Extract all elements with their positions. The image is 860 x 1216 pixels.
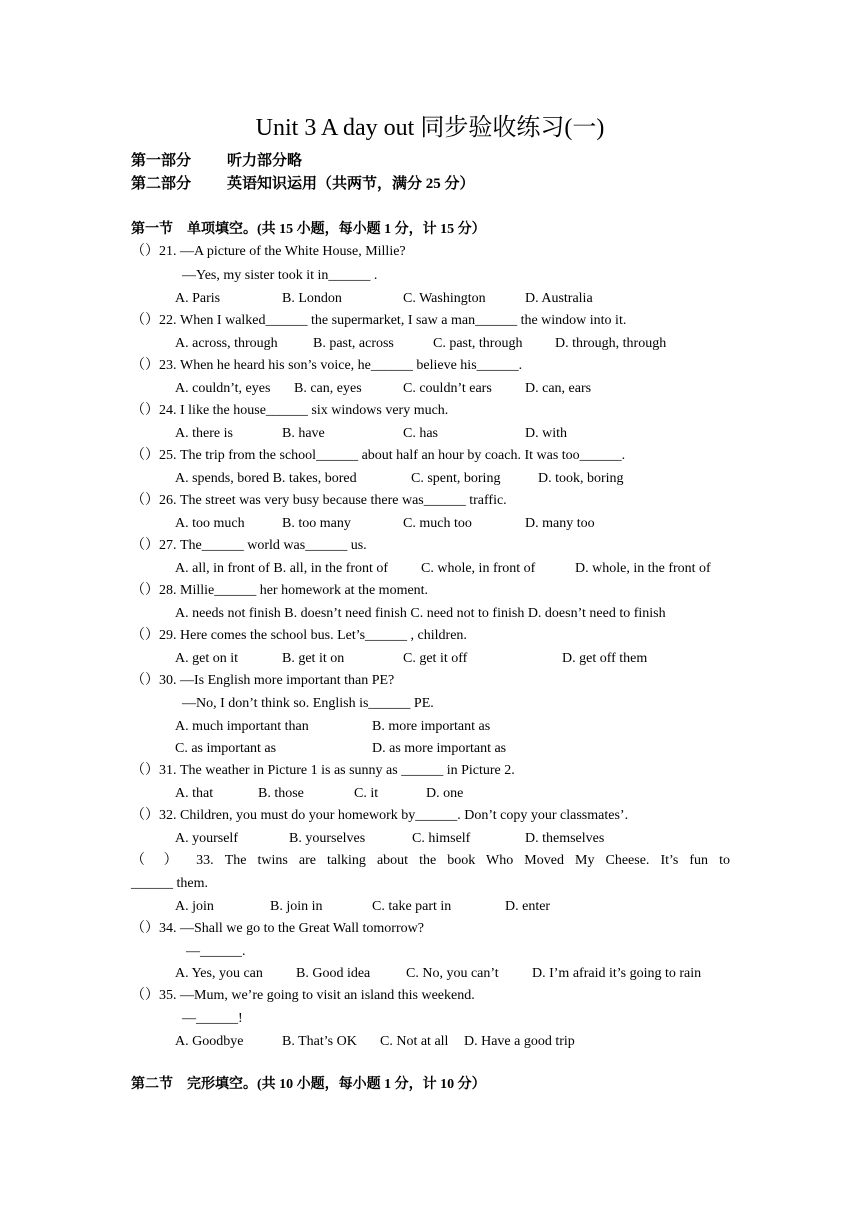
- option-d: D. whole, in the front of: [575, 561, 711, 576]
- question-35: （）35. —Mum, we’re going to visit an island this weekend.: [131, 988, 475, 1003]
- option-b: B. London: [282, 291, 342, 306]
- question-23: （）23. When he heard his son’s voice, he______ believe his______.: [131, 358, 523, 373]
- option-ab: A. all, in front of B. all, in the front of: [175, 561, 389, 576]
- option-c: C. past, through: [433, 336, 523, 351]
- question-29: （）29. Here comes the school bus. Let’s______ , children.: [131, 628, 467, 643]
- option-d: D. many too: [525, 516, 595, 531]
- option-d: D. I’m afraid it’s going to rain: [532, 966, 702, 981]
- option-d: D. enter: [505, 899, 551, 914]
- option-c: C. Washington: [403, 291, 486, 306]
- option-c: C. much too: [403, 516, 472, 531]
- question-25-options: [0, 469, 860, 489]
- question-21: （）21. —A picture of the White House, Millie?: [131, 244, 406, 259]
- question-22: （）22. When I walked______ the supermarket, I saw a man______ the window into it.: [131, 313, 627, 328]
- part-two-text: 英语知识运用（共两节，满分 25 分）: [227, 176, 475, 192]
- option-b: B. more important as: [372, 719, 491, 734]
- option-b: B. join in: [270, 899, 323, 914]
- question-26: （）26. The street was very busy because there was______ traffic.: [131, 493, 507, 508]
- question-34-reply: —______.: [186, 944, 246, 959]
- question-29-options: [0, 649, 860, 669]
- option-a: A. too much: [175, 516, 245, 531]
- option-a: A. much important than: [175, 719, 309, 734]
- question-32: （）32. Children, you must do your homework by______. Don’t copy your classmates’.: [131, 808, 629, 823]
- option-a: A. there is: [175, 426, 233, 441]
- option-d: D. as more important as: [372, 741, 507, 756]
- question-23-options: [0, 379, 860, 399]
- option-d: D. with: [525, 426, 567, 441]
- question-35-reply: —______!: [182, 1011, 243, 1026]
- option-a: A. Yes, you can: [175, 966, 263, 981]
- option-d: D. Have a good trip: [464, 1034, 575, 1049]
- option-c: C. has: [403, 426, 438, 441]
- question-25: （）25. The trip from the school______ about half an hour by coach. It was too______.: [131, 448, 626, 463]
- question-28: （）28. Millie______ her homework at the moment.: [131, 583, 429, 598]
- question-35-options: [0, 1032, 860, 1052]
- option-b: B. those: [258, 786, 304, 801]
- option-b: B. can, eyes: [294, 381, 362, 396]
- section-two-heading: 第二节 完形填空。(共 10 小题，每小题 1 分，计 10 分）: [131, 1077, 486, 1092]
- option-abcd: A. needs not finish B. doesn’t need finish C. need not to finish D. doesn’t need to finish: [175, 606, 666, 621]
- part-one: [131, 150, 302, 172]
- option-b: B. have: [282, 426, 325, 441]
- option-d: D. took, boring: [538, 471, 624, 486]
- question-30: （）30. —Is English more important than PE?: [131, 673, 395, 688]
- question-33-options: [0, 897, 860, 917]
- option-b: B. That’s OK: [282, 1034, 357, 1049]
- question-24-options: [0, 424, 860, 444]
- question-33: （ ） 33. The twins are talking about the book Who Moved My Cheese. It’s fun to: [131, 853, 730, 868]
- option-ab: A. spends, bored B. takes, bored: [175, 471, 357, 486]
- option-c: C. spent, boring: [411, 471, 501, 486]
- question-30-options-row1: [0, 717, 860, 737]
- option-a: A. that: [175, 786, 214, 801]
- option-a: A. Paris: [175, 291, 221, 306]
- option-d: D. themselves: [525, 831, 605, 846]
- question-21-reply: —Yes, my sister took it in______ .: [182, 268, 378, 283]
- option-a: A. join: [175, 899, 214, 914]
- question-34-options: [0, 964, 860, 984]
- part-two-label: 第二部分: [131, 176, 192, 192]
- option-c: C. No, you can’t: [406, 966, 499, 981]
- option-a: A. get on it: [175, 651, 238, 666]
- option-b: B. too many: [282, 516, 351, 531]
- option-c: C. as important as: [175, 741, 277, 756]
- option-c: C. couldn’t ears: [403, 381, 492, 396]
- question-21-options: [0, 289, 860, 309]
- question-27: （）27. The______ world was______ us.: [131, 538, 367, 553]
- option-c: C. himself: [412, 831, 471, 846]
- part-one-text: 听力部分略: [227, 153, 303, 169]
- section-one-heading: 第一节 单项填空。(共 15 小题，每小题 1 分，计 15 分）: [131, 222, 486, 237]
- question-31-options: [0, 784, 860, 804]
- question-33-continued: ______ them.: [131, 876, 208, 891]
- question-22-options: [0, 334, 860, 354]
- option-b: B. get it on: [282, 651, 345, 666]
- question-24: （）24. I like the house______ six windows very much.: [131, 403, 449, 418]
- option-c: C. Not at all: [380, 1034, 449, 1049]
- option-a: A. yourself: [175, 831, 238, 846]
- option-a: A. across, through: [175, 336, 278, 351]
- option-d: D. get off them: [562, 651, 648, 666]
- part-two: [131, 173, 475, 195]
- option-c: C. get it off: [403, 651, 468, 666]
- question-27-options: [0, 559, 860, 579]
- document-title: Unit 3 A day out 同步验收练习(一): [255, 115, 605, 141]
- option-d: D. Australia: [525, 291, 593, 306]
- option-a: A. Goodbye: [175, 1034, 244, 1049]
- question-31: （）31. The weather in Picture 1 is as sunny as ______ in Picture 2.: [131, 763, 515, 778]
- question-34: （）34. —Shall we go to the Great Wall tomorrow?: [131, 921, 424, 936]
- question-28-options: [0, 604, 860, 624]
- option-c: C. take part in: [372, 899, 452, 914]
- part-one-label: 第一部分: [131, 153, 192, 169]
- option-d: D. can, ears: [525, 381, 592, 396]
- option-b: B. yourselves: [289, 831, 366, 846]
- option-c: C. whole, in front of: [421, 561, 536, 576]
- option-b: B. past, across: [313, 336, 394, 351]
- question-32-options: [0, 829, 860, 849]
- option-d: D. through, through: [555, 336, 667, 351]
- option-b: B. Good idea: [296, 966, 371, 981]
- option-d: D. one: [426, 786, 464, 801]
- question-30-reply: —No, I don’t think so. English is______ PE.: [182, 696, 434, 711]
- question-30-options-row2: [0, 739, 860, 759]
- option-c: C. it: [354, 786, 379, 801]
- question-26-options: [0, 514, 860, 534]
- option-a: A. couldn’t, eyes: [175, 381, 271, 396]
